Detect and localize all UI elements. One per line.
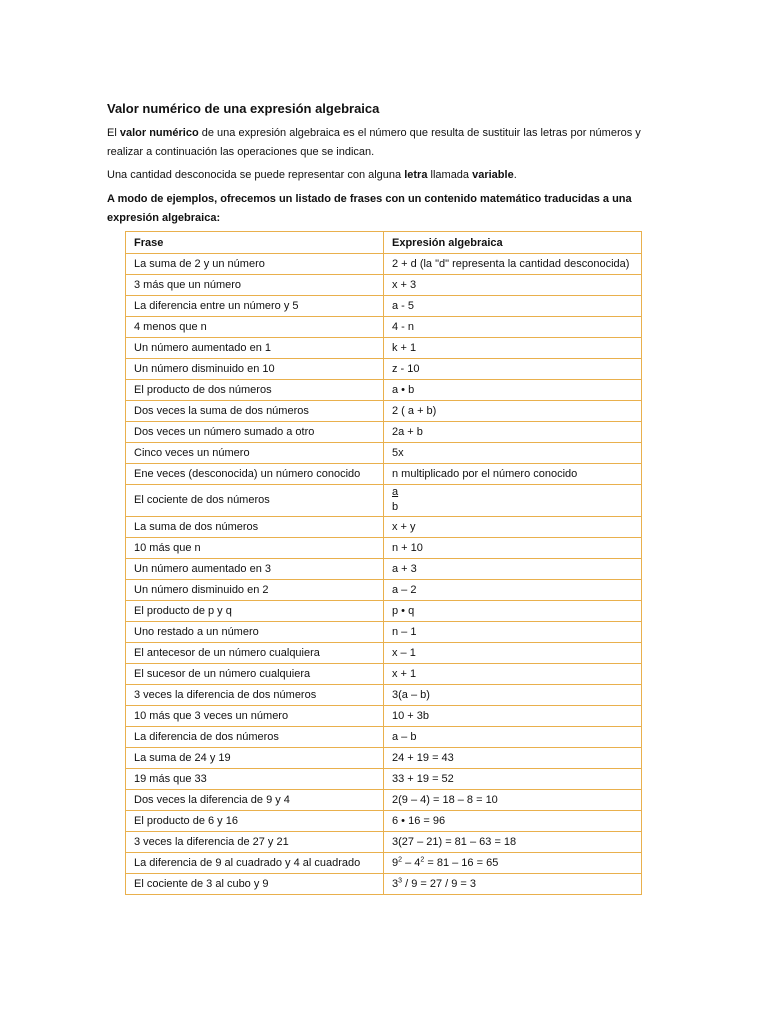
cell-frase: La suma de dos números bbox=[126, 517, 384, 538]
variable-text-mid: llamada bbox=[427, 169, 473, 181]
table-row bbox=[126, 580, 642, 601]
table-row bbox=[126, 622, 642, 643]
cell-frase: Dos veces la suma de dos números bbox=[126, 401, 384, 422]
table-row bbox=[126, 538, 642, 559]
cell-frase: 3 veces la diferencia de 27 y 21 bbox=[126, 832, 384, 853]
cell-expr: 2 + d (la "d" representa la cantidad desconocida) bbox=[384, 254, 642, 275]
table-row bbox=[126, 685, 642, 706]
cell-frase: Un número disminuido en 10 bbox=[126, 359, 384, 380]
table-row bbox=[126, 643, 642, 664]
fraction-denominator: b bbox=[392, 501, 399, 513]
expr-rest: = 81 – 16 = 65 bbox=[424, 857, 499, 869]
cell-expr: n multiplicado por el número conocido bbox=[384, 464, 642, 485]
cell-expr: 2(9 – 4) = 18 – 8 = 10 bbox=[384, 790, 642, 811]
cell-expr: 6 • 16 = 96 bbox=[384, 811, 642, 832]
table-row bbox=[126, 359, 642, 380]
cell-expr: a – 2 bbox=[384, 580, 642, 601]
cell-frase: La diferencia de dos números bbox=[126, 727, 384, 748]
cell-frase: El cociente de 3 al cubo y 9 bbox=[126, 874, 384, 895]
variable-paragraph bbox=[107, 166, 667, 185]
table-row bbox=[126, 790, 642, 811]
fraction-numerator: a bbox=[392, 486, 399, 498]
variable-text: Una cantidad desconocida se puede representar con alguna bbox=[107, 169, 405, 181]
table-row bbox=[126, 380, 642, 401]
table-row bbox=[126, 296, 642, 317]
cell-frase: La diferencia de 9 al cuadrado y 4 al cuadrado bbox=[126, 853, 384, 874]
cell-frase: El cociente de dos números bbox=[126, 485, 384, 517]
table-row bbox=[126, 601, 642, 622]
table-row bbox=[126, 706, 642, 727]
table-header-row bbox=[126, 232, 642, 254]
table-row bbox=[126, 401, 642, 422]
cell-frase: La diferencia entre un número y 5 bbox=[126, 296, 384, 317]
cell-expr: a + 3 bbox=[384, 559, 642, 580]
cell-frase: El sucesor de un número cualquiera bbox=[126, 664, 384, 685]
cell-frase: El producto de p y q bbox=[126, 601, 384, 622]
table-row bbox=[126, 559, 642, 580]
cell-frase: La suma de 24 y 19 bbox=[126, 748, 384, 769]
intro-paragraph bbox=[107, 124, 667, 162]
cell-expr: p • q bbox=[384, 601, 642, 622]
cell-frase: El antecesor de un número cualquiera bbox=[126, 643, 384, 664]
intro-text: El bbox=[107, 127, 120, 139]
cell-frase: 4 menos que n bbox=[126, 317, 384, 338]
cell-expr: 24 + 19 = 43 bbox=[384, 748, 642, 769]
cell-expr-powers bbox=[384, 853, 642, 874]
table-row bbox=[126, 485, 642, 517]
cell-frase: 19 más que 33 bbox=[126, 769, 384, 790]
cell-expr: k + 1 bbox=[384, 338, 642, 359]
cell-expr: 2a + b bbox=[384, 422, 642, 443]
table-row bbox=[126, 464, 642, 485]
cell-expr: n – 1 bbox=[384, 622, 642, 643]
table-row bbox=[126, 727, 642, 748]
table-row bbox=[126, 275, 642, 296]
table-row bbox=[126, 254, 642, 275]
cell-expr: 2 ( a + b) bbox=[384, 401, 642, 422]
bold-variable: variable bbox=[472, 169, 514, 181]
table-row bbox=[126, 748, 642, 769]
cell-expr: 5x bbox=[384, 443, 642, 464]
cell-expr: a - 5 bbox=[384, 296, 642, 317]
cell-expr: 3(27 – 21) = 81 – 63 = 18 bbox=[384, 832, 642, 853]
cell-expr: x – 1 bbox=[384, 643, 642, 664]
cell-frase: 10 más que n bbox=[126, 538, 384, 559]
table-row bbox=[126, 874, 642, 895]
cell-frase: Un número aumentado en 3 bbox=[126, 559, 384, 580]
expr-mid: – 4 bbox=[402, 857, 421, 869]
cell-frase: Uno restado a un número bbox=[126, 622, 384, 643]
cell-expr: a • b bbox=[384, 380, 642, 401]
table-row bbox=[126, 664, 642, 685]
header-frase: Frase bbox=[126, 232, 384, 254]
cell-frase: Dos veces un número sumado a otro bbox=[126, 422, 384, 443]
cell-expr: 3(a – b) bbox=[384, 685, 642, 706]
fraction bbox=[392, 485, 398, 515]
cell-expr: n + 10 bbox=[384, 538, 642, 559]
expr-base: 9 bbox=[392, 857, 399, 869]
cell-expr: 10 + 3b bbox=[384, 706, 642, 727]
table-row bbox=[126, 443, 642, 464]
cell-frase: La suma de 2 y un número bbox=[126, 254, 384, 275]
table-row bbox=[126, 832, 642, 853]
cell-frase: Cinco veces un número bbox=[126, 443, 384, 464]
header-expresion: Expresión algebraica bbox=[384, 232, 642, 254]
cell-frase: El producto de 6 y 16 bbox=[126, 811, 384, 832]
cell-expr: x + y bbox=[384, 517, 642, 538]
intro-text-rest: de una expresión algebraica es el número que resulta de sustituir las letras por números y realizar a continuación las operaciones que se indican. bbox=[107, 127, 641, 158]
expr-exponent: 3 bbox=[398, 877, 403, 885]
cell-expr: 4 - n bbox=[384, 317, 642, 338]
examples-heading: A modo de ejemplos, ofrecemos un listado de frases con un contenido matemático traducidas a una expresión algebraica: bbox=[107, 193, 632, 224]
cell-frase: Un número aumentado en 1 bbox=[126, 338, 384, 359]
cell-expr: x + 3 bbox=[384, 275, 642, 296]
cell-frase: El producto de dos números bbox=[126, 380, 384, 401]
cell-expr: 33 + 19 = 52 bbox=[384, 769, 642, 790]
cell-expr: z - 10 bbox=[384, 359, 642, 380]
cell-expr: x + 1 bbox=[384, 664, 642, 685]
page-title: Valor numérico de una expresión algebraica bbox=[107, 101, 380, 116]
bold-letra: letra bbox=[404, 169, 428, 181]
table-row bbox=[126, 422, 642, 443]
cell-frase: Un número disminuido en 2 bbox=[126, 580, 384, 601]
table-row bbox=[126, 811, 642, 832]
table-row bbox=[126, 853, 642, 874]
cell-expr-powers bbox=[384, 874, 642, 895]
cell-frase: Dos veces la diferencia de 9 y 4 bbox=[126, 790, 384, 811]
expr-exponent: 2 bbox=[420, 856, 425, 864]
table-row bbox=[126, 769, 642, 790]
cell-frase: 3 más que un número bbox=[126, 275, 384, 296]
cell-frase: 10 más que 3 veces un número bbox=[126, 706, 384, 727]
table-row bbox=[126, 317, 642, 338]
phrases-table bbox=[125, 231, 642, 895]
cell-frase: 3 veces la diferencia de dos números bbox=[126, 685, 384, 706]
intro-bold-term: valor numérico bbox=[119, 127, 199, 139]
cell-expr-fraction bbox=[384, 485, 642, 517]
variable-text-end: . bbox=[513, 169, 517, 181]
table-row bbox=[126, 338, 642, 359]
expr-exponent: 2 bbox=[398, 856, 403, 864]
expr-base: 3 bbox=[392, 878, 399, 890]
cell-frase: Ene veces (desconocida) un número conocido bbox=[126, 464, 384, 485]
cell-expr: a – b bbox=[384, 727, 642, 748]
expr-rest: / 9 = 27 / 9 = 3 bbox=[402, 878, 477, 890]
table-row bbox=[126, 517, 642, 538]
